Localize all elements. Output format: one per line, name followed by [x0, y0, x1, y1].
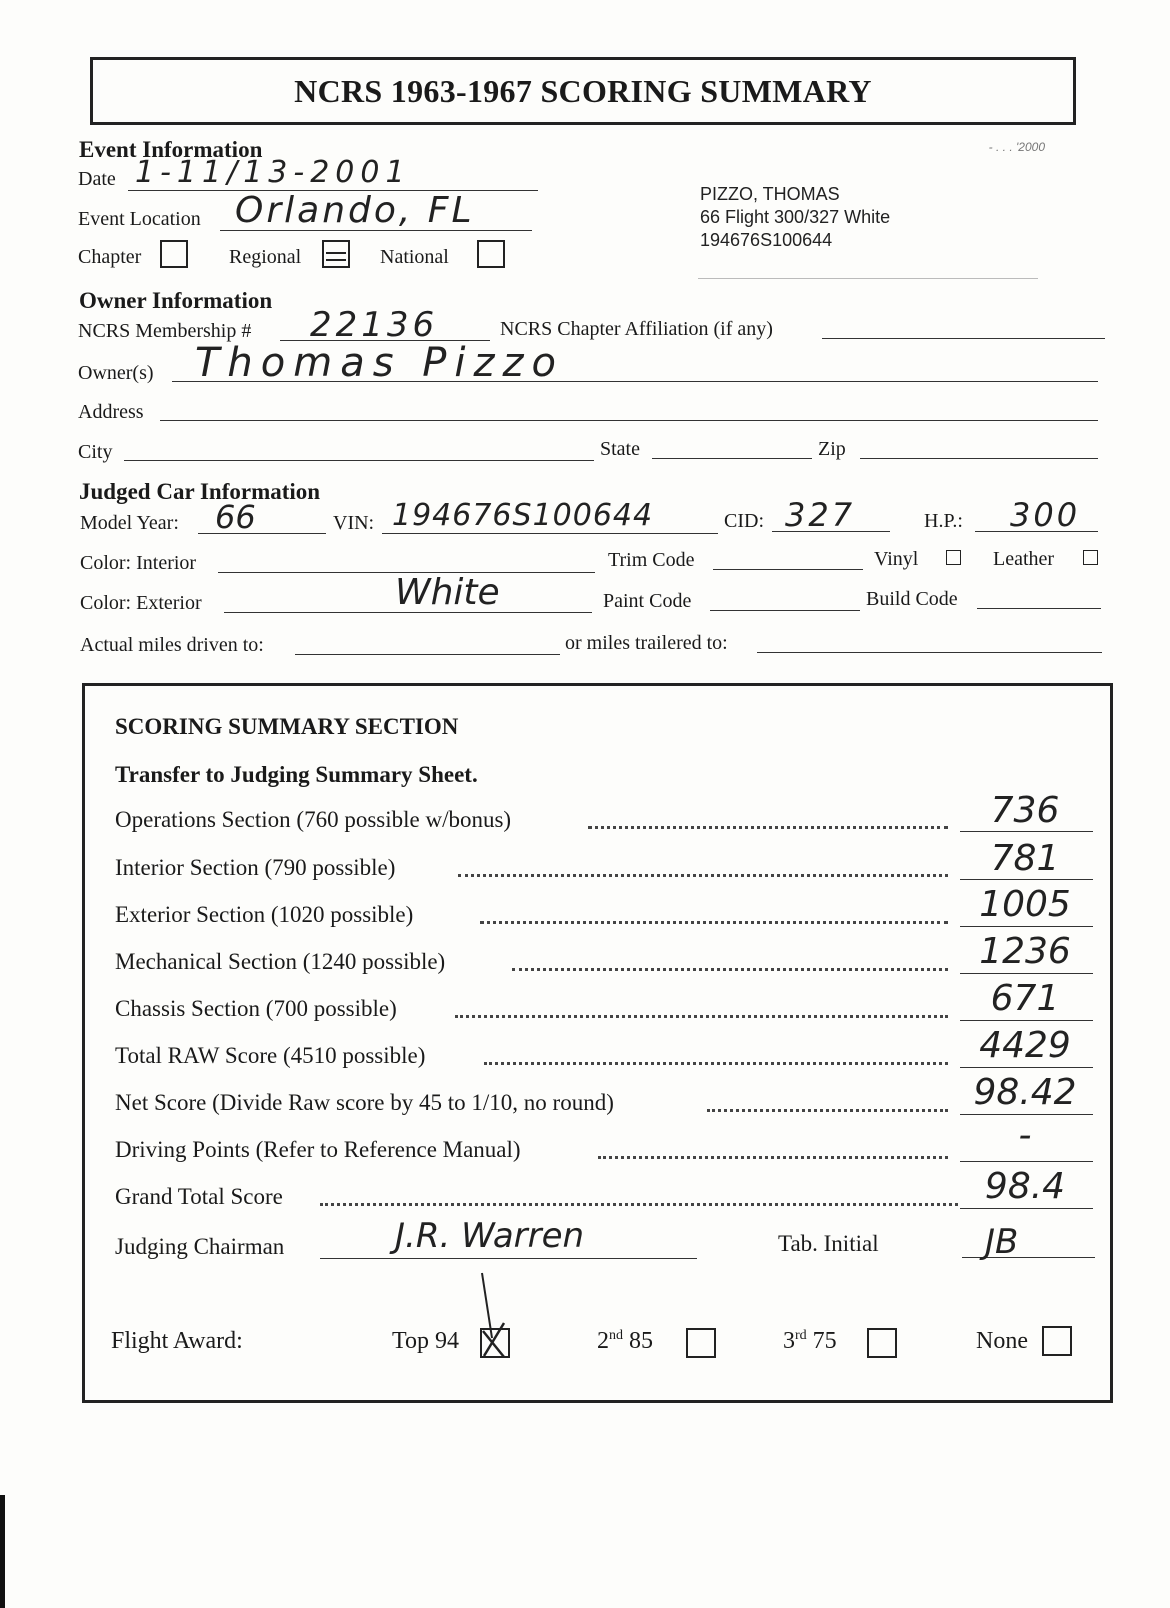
- vinyl-label: Vinyl: [874, 548, 919, 570]
- sticker-underline: [698, 278, 1038, 279]
- corner-form-number: - . . . '2000: [988, 140, 1045, 154]
- interior-score[interactable]: 781: [990, 838, 1060, 879]
- grand-total-score[interactable]: 98.4: [984, 1166, 1066, 1207]
- hp-label: H.P.:: [924, 510, 963, 532]
- award-3rd-75-label: 3rd 75: [783, 1328, 837, 1354]
- date-label: Date: [78, 168, 116, 190]
- tab-initial-label: Tab. Initial: [778, 1231, 879, 1256]
- score-line: [960, 1067, 1093, 1068]
- model-year-field[interactable]: 66: [215, 498, 256, 536]
- miles-trailered-label: or miles trailered to:: [565, 632, 728, 654]
- score-line: [960, 973, 1093, 974]
- tab-initial-field[interactable]: JB: [985, 1222, 1019, 1262]
- award-2nd-85-label: 2nd 85: [597, 1328, 653, 1354]
- score-row-label: Mechanical Section (1240 possible): [115, 949, 446, 974]
- event-location-label: Event Location: [78, 208, 201, 230]
- sticker-vin: 194676S100644: [700, 230, 833, 250]
- national-label: National: [380, 246, 449, 268]
- driving-points-score[interactable]: -: [1018, 1115, 1032, 1156]
- city-label: City: [78, 441, 113, 463]
- zip-label: Zip: [818, 438, 846, 460]
- owner-label-sticker: [700, 183, 890, 252]
- award-2nd-85-checkbox[interactable]: [686, 1328, 716, 1358]
- event-information-heading: Event Information: [79, 137, 263, 162]
- mechanical-score[interactable]: 1236: [979, 931, 1071, 972]
- event-location-field[interactable]: Orlando, FL: [235, 190, 475, 231]
- model-year-label: Model Year:: [80, 512, 179, 534]
- sticker-owner-name: PIZZO, THOMAS: [700, 184, 840, 204]
- address-line[interactable]: [160, 420, 1098, 421]
- city-line[interactable]: [124, 460, 594, 461]
- address-label: Address: [78, 401, 144, 423]
- trim-code-line[interactable]: [713, 569, 863, 570]
- zip-line[interactable]: [860, 458, 1098, 459]
- dot-leader: [455, 1015, 948, 1018]
- paint-code-label: Paint Code: [603, 590, 692, 612]
- dot-leader: [512, 968, 948, 971]
- scoring-summary-subheading: Transfer to Judging Summary Sheet.: [115, 762, 478, 787]
- score-line: [960, 831, 1093, 832]
- dot-leader: [588, 826, 948, 829]
- sticker-flight-info: 66 Flight 300/327 White: [700, 207, 891, 227]
- score-line: [960, 879, 1093, 880]
- judging-chairman-signature[interactable]: J.R. Warren: [395, 1216, 585, 1256]
- miles-driven-line[interactable]: [295, 654, 560, 655]
- award-3rd-75-checkbox[interactable]: [867, 1328, 897, 1358]
- score-row-label: Total RAW Score (4510 possible): [115, 1043, 426, 1068]
- chapter-affiliation-line[interactable]: [822, 338, 1105, 339]
- dot-leader: [320, 1203, 958, 1206]
- chassis-score[interactable]: 671: [990, 978, 1060, 1019]
- leather-checkbox[interactable]: [1083, 550, 1098, 565]
- score-line: [960, 1161, 1093, 1162]
- trim-code-label: Trim Code: [608, 549, 695, 571]
- cid-field[interactable]: 327: [785, 496, 856, 534]
- owner-information-heading: Owner Information: [79, 288, 273, 313]
- color-exterior-field[interactable]: White: [395, 572, 500, 613]
- check-mark-icon: [480, 1328, 510, 1358]
- miles-driven-label: Actual miles driven to:: [80, 634, 264, 656]
- award-top-94-checkbox[interactable]: [480, 1328, 510, 1358]
- form-title: NCRS 1963-1967 SCORING SUMMARY: [294, 72, 872, 109]
- score-row-label: Grand Total Score: [115, 1184, 283, 1209]
- score-row-label: Interior Section (790 possible): [115, 855, 396, 880]
- leather-label: Leather: [993, 548, 1055, 570]
- chapter-affiliation-label: NCRS Chapter Affiliation (if any): [500, 318, 773, 340]
- vin-line: [382, 533, 718, 534]
- regional-label: Regional: [229, 246, 302, 268]
- owners-field[interactable]: Thomas Pizzo: [195, 340, 564, 386]
- score-row-label: Operations Section (760 possible w/bonus): [115, 807, 512, 832]
- score-row-label: Exterior Section (1020 possible): [115, 902, 414, 927]
- hp-field[interactable]: 300: [1010, 496, 1081, 534]
- score-line: [960, 1020, 1093, 1021]
- exterior-score[interactable]: 1005: [979, 884, 1071, 925]
- national-checkbox[interactable]: [477, 240, 505, 268]
- dot-leader: [480, 921, 948, 924]
- tab-initial-line: [962, 1257, 1095, 1258]
- color-exterior-label: Color: Exterior: [80, 592, 202, 614]
- chapter-label: Chapter: [78, 246, 142, 268]
- dot-leader: [484, 1062, 948, 1065]
- score-row-label: Chassis Section (700 possible): [115, 996, 397, 1021]
- operations-score[interactable]: 736: [990, 790, 1060, 831]
- vin-field[interactable]: 194676S100644: [392, 498, 654, 533]
- award-none-checkbox[interactable]: [1042, 1326, 1072, 1356]
- total-raw-score[interactable]: 4429: [979, 1025, 1071, 1066]
- regional-checkbox[interactable]: [322, 240, 350, 268]
- scoring-summary-heading: SCORING SUMMARY SECTION: [115, 714, 459, 739]
- state-line[interactable]: [652, 458, 812, 459]
- membership-label: NCRS Membership #: [78, 320, 252, 342]
- scan-edge-mark: [0, 1495, 5, 1608]
- award-none-label: None: [976, 1328, 1028, 1354]
- cid-label: CID:: [724, 510, 764, 532]
- score-row-label: Net Score (Divide Raw score by 45 to 1/10, no round): [115, 1090, 614, 1115]
- judging-chairman-label: Judging Chairman: [115, 1234, 285, 1259]
- build-code-label: Build Code: [866, 588, 958, 610]
- build-code-line[interactable]: [977, 608, 1101, 609]
- award-top-94-label: Top 94: [392, 1328, 459, 1354]
- date-field[interactable]: 1-11/13-2001: [135, 155, 411, 190]
- form-title-box: [90, 57, 1076, 125]
- net-score[interactable]: 98.42: [973, 1072, 1077, 1113]
- dot-leader: [458, 874, 948, 877]
- membership-field[interactable]: 22136: [310, 305, 439, 345]
- flight-award-label: Flight Award:: [111, 1328, 243, 1354]
- paint-code-line[interactable]: [710, 610, 860, 611]
- state-label: State: [600, 438, 640, 460]
- miles-trailered-line[interactable]: [757, 652, 1102, 653]
- judged-car-heading: Judged Car Information: [79, 479, 321, 504]
- owners-label: Owner(s): [78, 362, 154, 384]
- score-row-label: Driving Points (Refer to Reference Manual): [115, 1137, 521, 1162]
- vin-label: VIN:: [333, 512, 375, 534]
- color-interior-label: Color: Interior: [80, 552, 197, 574]
- dot-leader: [598, 1156, 948, 1159]
- judging-chairman-line: [320, 1258, 697, 1259]
- score-line: [960, 1208, 1093, 1209]
- vinyl-checkbox[interactable]: [946, 550, 961, 565]
- chapter-checkbox[interactable]: [160, 240, 188, 268]
- score-line: [960, 926, 1093, 927]
- dot-leader: [707, 1109, 948, 1112]
